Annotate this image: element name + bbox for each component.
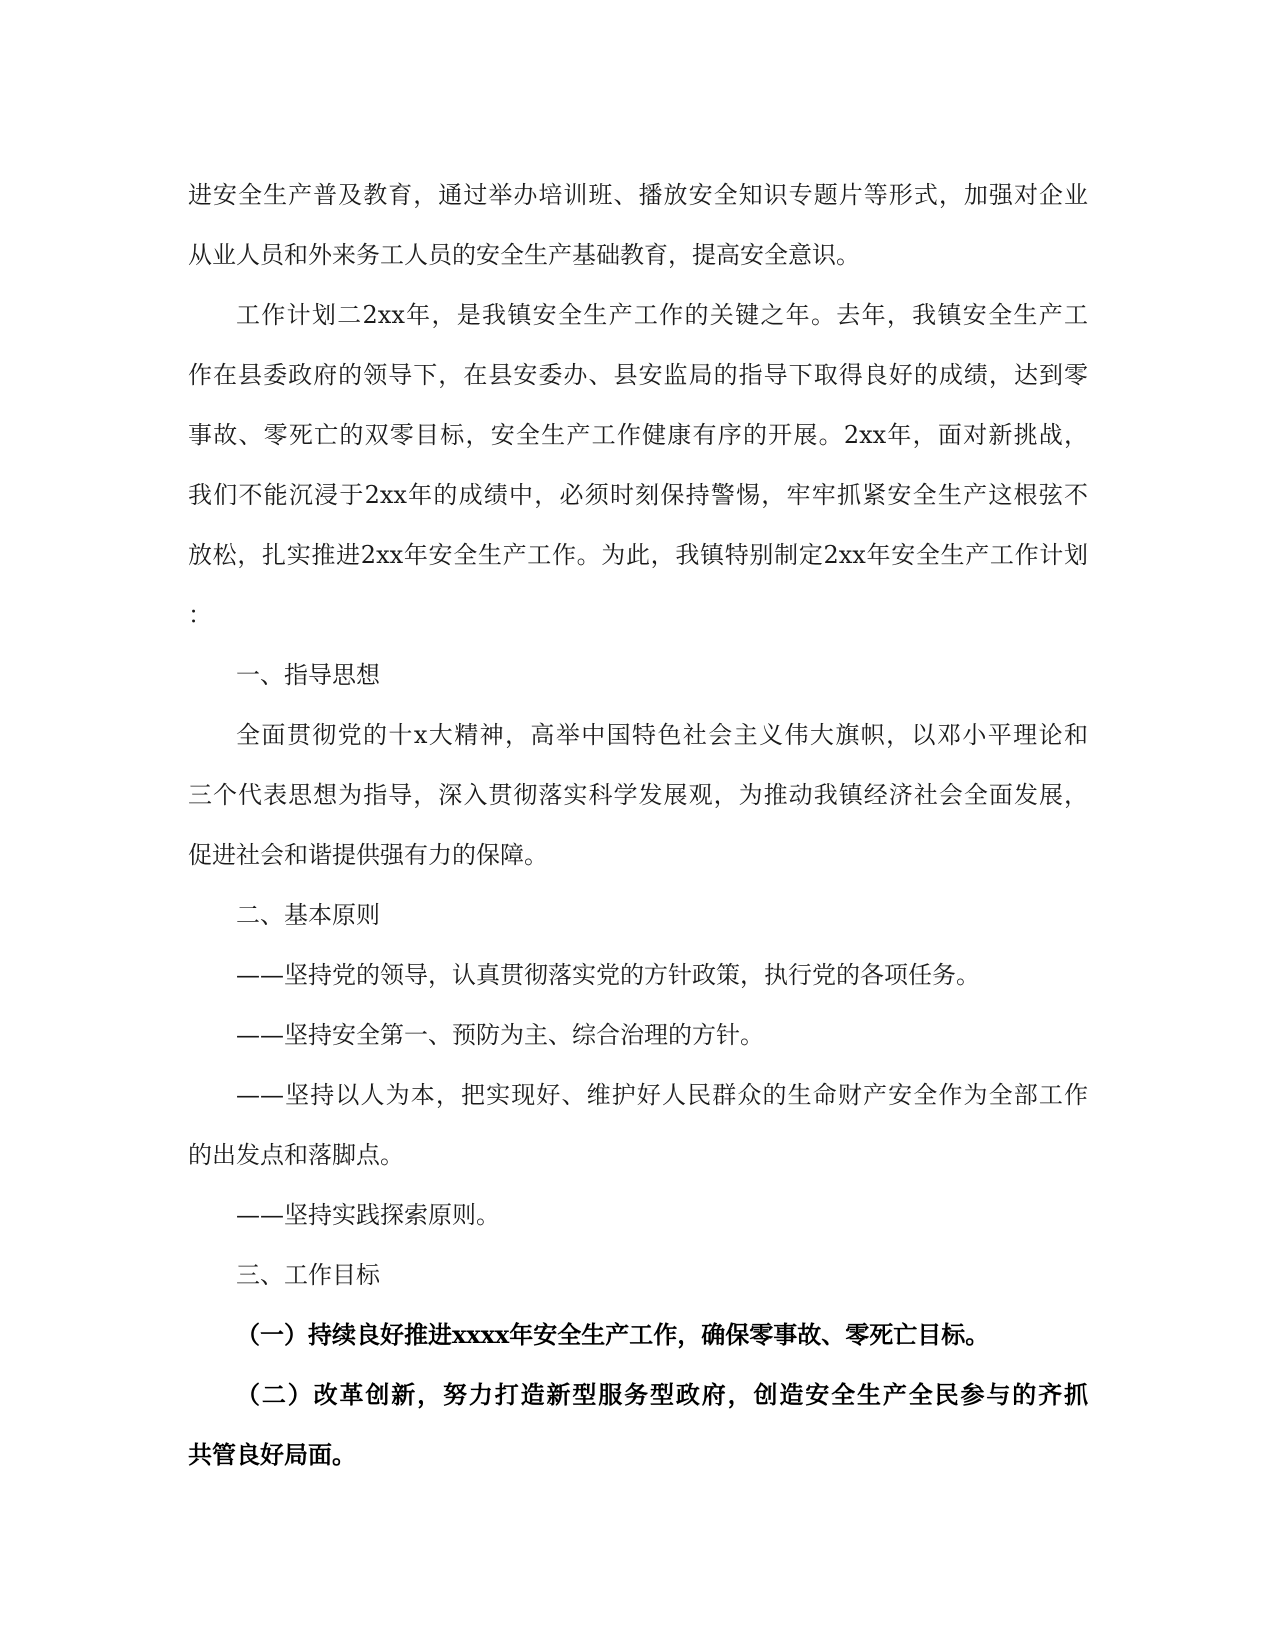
- paragraph-line: 三个代表思想为指导，深入贯彻落实科学发展观，为推动我镇经济社会全面发展，: [188, 781, 1088, 809]
- goal-item: 共管良好局面。: [188, 1440, 356, 1469]
- section-heading: 二、基本原则: [236, 901, 380, 929]
- section-heading: 一、指导思想: [236, 661, 380, 689]
- paragraph-line: 我们不能沉浸于2xx年的成绩中，必须时刻保持警惕，牢牢抓紧安全生产这根弦不: [188, 481, 1088, 509]
- principle-item: ——坚持安全第一、预防为主、综合治理的方针。: [236, 1021, 764, 1049]
- section-heading: 三、工作目标: [236, 1261, 380, 1289]
- paragraph-line: ：: [188, 601, 212, 629]
- goal-item: （一）持续良好推进xxxx年安全生产工作，确保零事故、零死亡目标。: [236, 1320, 990, 1349]
- paragraph-line: 作在县委政府的领导下，在县安委办、县安监局的指导下取得良好的成绩，达到零: [188, 361, 1088, 389]
- paragraph-line: 全面贯彻党的十x大精神，高举中国特色社会主义伟大旗帜，以邓小平理论和: [236, 721, 1088, 749]
- principle-item: ——坚持以人为本，把实现好、维护好人民群众的生命财产安全作为全部工作: [236, 1081, 1088, 1109]
- goal-item: （二）改革创新，努力打造新型服务型政府，创造安全生产全民参与的齐抓: [236, 1380, 1088, 1409]
- paragraph-line: 放松，扎实推进2xx年安全生产工作。为此，我镇特别制定2xx年安全生产工作计划: [188, 541, 1088, 569]
- paragraph-line: 工作计划二2xx年，是我镇安全生产工作的关键之年。去年，我镇安全生产工: [236, 301, 1088, 329]
- paragraph-line: 进安全生产普及教育，通过举办培训班、播放安全知识专题片等形式，加强对企业: [188, 181, 1088, 209]
- paragraph-line: 促进社会和谐提供强有力的保障。: [188, 841, 548, 869]
- document-body: [188, 165, 1088, 1485]
- principle-item: ——坚持实践探索原则。: [236, 1201, 500, 1229]
- paragraph-line: 的出发点和落脚点。: [188, 1141, 404, 1169]
- paragraph-line: 从业人员和外来务工人员的安全生产基础教育，提高安全意识。: [188, 241, 860, 269]
- principle-item: ——坚持党的领导，认真贯彻落实党的方针政策，执行党的各项任务。: [236, 961, 980, 989]
- paragraph-line: 事故、零死亡的双零目标，安全生产工作健康有序的开展。2xx年，面对新挑战，: [188, 421, 1088, 449]
